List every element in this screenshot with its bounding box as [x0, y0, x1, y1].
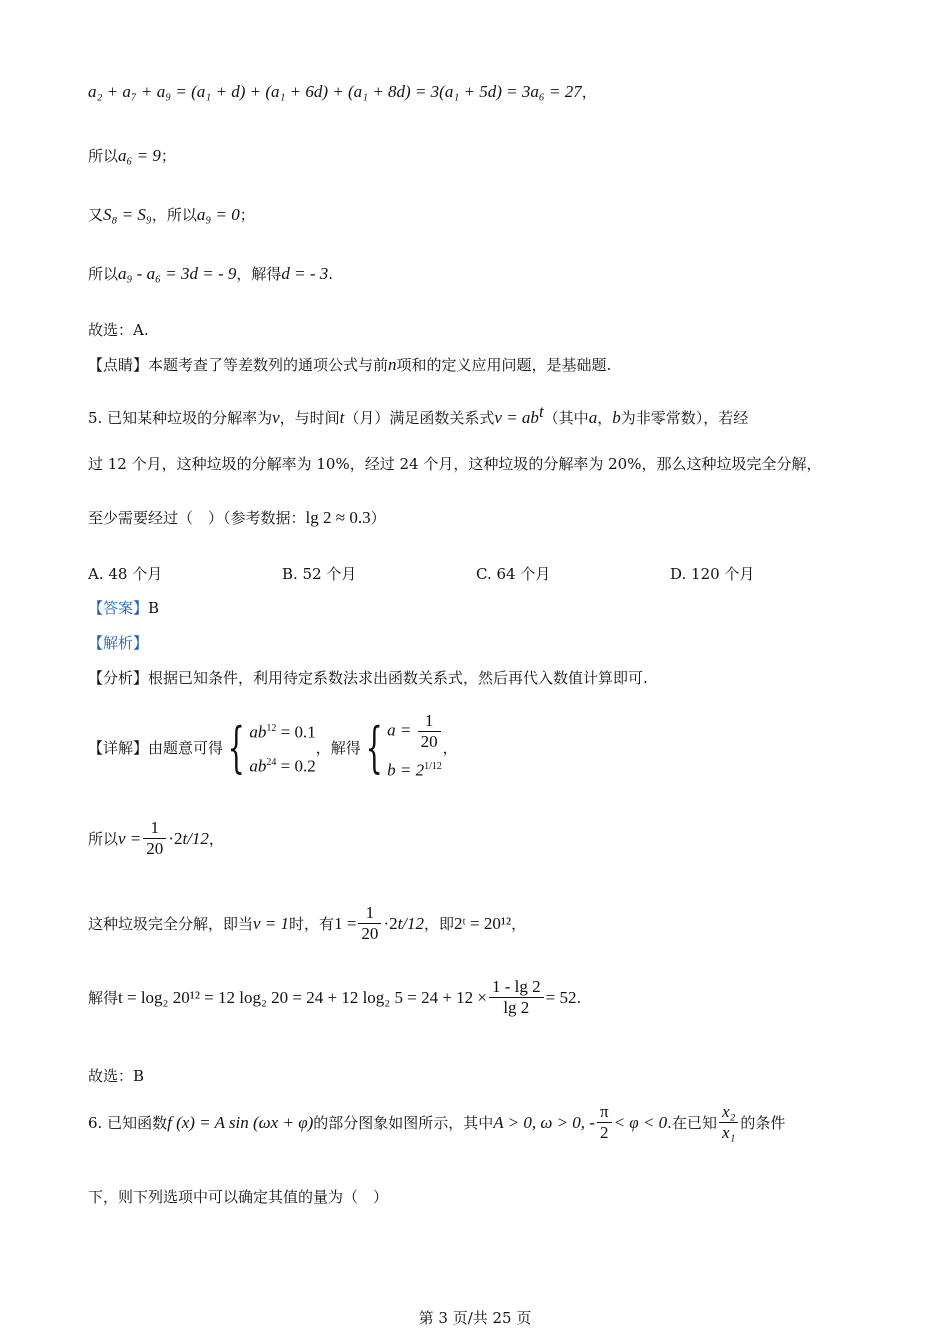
text: 又	[88, 206, 104, 224]
punctuation: ，	[581, 83, 597, 101]
numerator: π	[597, 1102, 612, 1123]
math-variable: n	[388, 355, 397, 374]
math-expression: ·2	[168, 828, 183, 848]
numerator: 1	[358, 903, 381, 924]
punctuation: ，	[208, 829, 224, 848]
full-decompose-line	[88, 903, 526, 944]
detail-line	[88, 703, 458, 793]
text: 这种垃圾完全分解，即当	[88, 914, 254, 933]
math-expression: a₂ + a₇ + a₉ = (a₁ + d) + (a₁ + 6d) + (a₁ + 8d) = 3(a₁ + 5d) = 3a₆ = 27	[88, 82, 582, 101]
math-exponent: t/12	[182, 828, 209, 848]
answer-label: 【答案】	[88, 599, 149, 617]
question-5-line-2: 过 12 个月，这种垃圾的分解率为 10%，经过 24 个月，这种垃圾的分解率为 20%，那么这种垃圾完全分解，	[88, 455, 822, 473]
denominator: x₁	[721, 1123, 736, 1142]
math-variable: ab	[249, 723, 267, 742]
math-expression: < φ < 0	[613, 1112, 668, 1132]
dianjing-line	[88, 355, 611, 375]
equation-sum	[88, 82, 597, 102]
denominator: 20	[420, 731, 438, 751]
choice-line: 故选：A.	[88, 321, 149, 339]
text: 时，有	[289, 914, 335, 933]
denominator: 2	[600, 1123, 609, 1142]
text: 解得	[88, 988, 119, 1007]
math-expression: f (x) = A sin (ωx + φ)	[167, 1112, 314, 1132]
math-value: = 0.1	[276, 723, 316, 742]
line-a6	[88, 146, 176, 166]
text: 至少需要经过（ ）（参考数据：	[88, 509, 306, 527]
text: 5. 已知某种垃圾的分解率为	[88, 409, 273, 427]
option-b: B. 52 个月	[282, 565, 357, 583]
math-expression: t = log₂ 20¹² = 12 log₂ 20 = 24 + 12 log₂ 5 = 24 + 12 ×	[118, 987, 487, 1007]
left-brace: {	[365, 716, 383, 779]
question-6-line-2: 下，则下列选项中可以确定其值的量为（ ）	[88, 1188, 389, 1206]
math-expression: S₈ = S₉	[103, 205, 152, 224]
math-expression: a =	[387, 720, 416, 740]
text: 所以	[88, 265, 119, 283]
option-a: A. 48 个月	[88, 565, 163, 583]
text: 6. 已知函数	[88, 1113, 168, 1132]
math-exponent: 12	[266, 723, 277, 735]
math-expression: b = 2	[387, 760, 425, 780]
text: 项和的定义应用问题，是基础题.	[396, 356, 612, 374]
text: ，与时间	[279, 409, 340, 427]
punctuation: .	[328, 265, 334, 283]
left-brace: {	[227, 716, 245, 779]
math-expression: a₉ = 0	[196, 205, 240, 224]
math-expression: lg 2 ≈ 0.3	[305, 508, 371, 527]
math-variable: t	[339, 408, 345, 427]
v-formula-line	[88, 818, 224, 859]
punctuation: ；	[239, 206, 255, 224]
line-d	[88, 264, 333, 284]
math-exponent: 24	[266, 757, 277, 768]
text: （其中	[543, 409, 589, 427]
text: ，即	[424, 914, 455, 933]
fraction	[418, 711, 441, 752]
math-expression: v = ab	[494, 408, 539, 427]
math-expression: A > 0, ω > 0, -	[493, 1112, 595, 1132]
solve-line	[88, 977, 581, 1018]
page-footer: 第 3 页/共 25 页	[418, 1309, 532, 1327]
text: ，所以	[151, 206, 197, 224]
math-exponent: t	[538, 402, 544, 421]
fraction	[143, 818, 166, 859]
text: 的部分图象如图所示，其中	[313, 1113, 494, 1132]
text: .在已知	[667, 1113, 717, 1132]
denominator: 20	[361, 924, 379, 943]
choice-line-b: 故选：B	[88, 1067, 145, 1085]
answer-value: B	[148, 599, 160, 617]
line-s8	[88, 205, 255, 225]
math-variable: v	[272, 408, 280, 427]
text: ，解得	[315, 739, 361, 757]
numerator: 1 - lg 2	[489, 977, 544, 998]
math-value: = 0.2	[276, 756, 316, 776]
math-exponent: 1/12	[424, 760, 442, 772]
text: ，解得	[236, 265, 282, 283]
math-expression: a₉ - a₆ = 3d = - 9	[118, 264, 237, 283]
fraction	[719, 1102, 738, 1143]
equation-system-2	[387, 711, 442, 786]
math-variable: a	[588, 408, 598, 427]
numerator: x₂	[719, 1102, 738, 1123]
question-6-line-1	[88, 1102, 785, 1143]
math-variable: ab	[249, 756, 267, 776]
punctuation: .	[576, 988, 582, 1007]
math-expression: d = - 3	[281, 264, 329, 283]
numerator: 1	[143, 818, 166, 839]
fraction	[358, 903, 381, 944]
math-exponent: t/12	[397, 913, 425, 933]
question-5-line-1	[88, 402, 748, 428]
punctuation: ；	[160, 147, 176, 165]
text: 所以	[88, 829, 119, 848]
text: 为非零常数），若经	[620, 409, 749, 427]
punctuation: ，	[442, 739, 458, 757]
text: ）	[370, 509, 386, 527]
text: 所以	[88, 147, 119, 165]
numerator: 1	[418, 711, 441, 732]
math-expression: a₆ = 9	[118, 146, 161, 165]
answer-line	[88, 598, 159, 618]
equation-system-1	[249, 714, 315, 781]
fraction	[489, 977, 544, 1018]
math-expression: 1 =	[334, 913, 357, 933]
text: 【点睛】本题考查了等差数列的通项公式与前	[88, 356, 389, 374]
denominator: lg 2	[503, 998, 530, 1017]
text: 【详解】由题意可得	[88, 739, 224, 757]
math-expression: v =	[118, 828, 142, 848]
question-5-line-3	[88, 508, 386, 528]
text: 的条件	[740, 1113, 786, 1132]
option-c: C. 64 个月	[476, 565, 551, 583]
jiexi-label: 【解析】	[88, 634, 149, 652]
math-variable: b	[612, 408, 621, 427]
text: （月）满足函数关系式	[344, 409, 495, 427]
math-expression: 2ᵗ = 20¹²	[454, 913, 512, 933]
punctuation: ，	[511, 914, 527, 933]
denominator: 20	[146, 839, 164, 858]
math-expression: ·2	[383, 913, 398, 933]
option-d: D. 120 个月	[670, 565, 755, 583]
math-expression: v = 1	[253, 913, 290, 933]
fraction	[597, 1102, 612, 1143]
math-expression: = 52	[545, 987, 577, 1007]
punctuation: ，	[597, 409, 613, 427]
fenxi-line: 【分析】根据已知条件，利用待定系数法求出函数关系式，然后再代入数值计算即可.	[88, 669, 648, 687]
